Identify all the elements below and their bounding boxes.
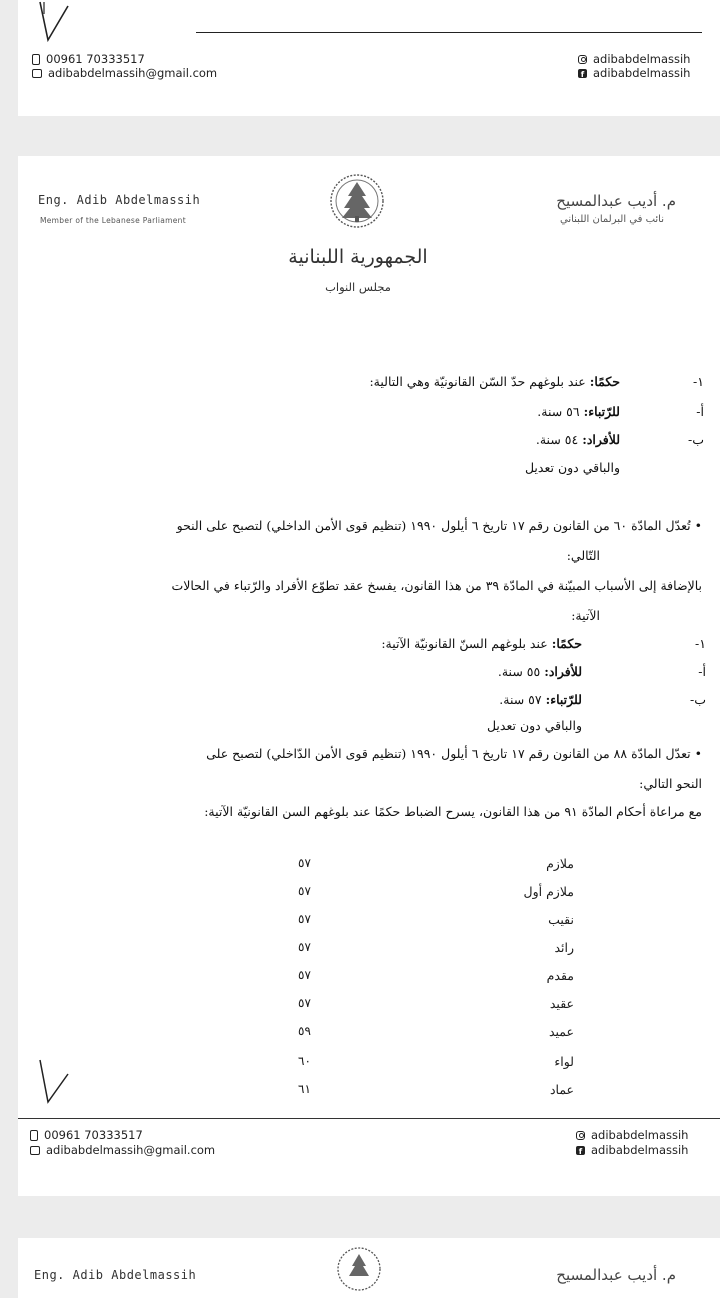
divider-line — [196, 32, 702, 33]
rank-name: عميد — [548, 1024, 574, 1039]
item-text: ٥٤ سنة. — [535, 432, 579, 447]
phone-text: 00961 70333517 — [46, 52, 145, 66]
table-row — [18, 912, 720, 934]
letterhead-name-ar: م. أديب عبدالمسيح — [556, 192, 676, 210]
item-text: ٥٧ سنة. — [499, 692, 542, 707]
letterhead-title-en: Member of the Lebanese Parliament — [40, 216, 186, 225]
lebanon-emblem-icon — [336, 1246, 382, 1292]
contact-phone — [32, 52, 145, 66]
amend88-line3: مع مراعاة أحكام المادّة ٩١ من هذا القانون، يسرح الضباط حكمًا عند بلوغهم السن القانونيّة الآتية: — [204, 804, 702, 819]
rank-age: ٥٧ — [298, 912, 311, 926]
facebook-text: adibabdelmassih — [593, 66, 691, 80]
rank-age: ٥٧ — [298, 968, 311, 982]
section1-rest: والباقي دون تعديل — [524, 460, 620, 475]
item-number: ١- — [693, 374, 704, 389]
mail-icon — [32, 69, 42, 78]
contact-phone — [30, 1128, 143, 1142]
section1-item1 — [369, 374, 620, 389]
item-text: عند بلوغهم حدّ السّن القانونيّة وهي التالية: — [369, 374, 586, 389]
table-row — [18, 884, 720, 906]
item-letter: ب- — [690, 692, 706, 707]
letterhead-name-en: Eng. Adib Abdelmassih — [34, 1268, 197, 1282]
table-row — [18, 940, 720, 962]
facebook-icon: f — [578, 69, 587, 78]
handwritten-checkmark — [36, 1052, 72, 1108]
rank-age: ٦٠ — [298, 1054, 311, 1068]
rank-age: ٥٧ — [298, 996, 311, 1010]
previous-page-footer — [18, 0, 720, 116]
item-letter: ب- — [688, 432, 704, 447]
contact-facebook — [576, 1143, 688, 1157]
amend88-line1: • تعدّل المادّة ٨٨ من القانون رقم ١٧ تاريخ ٦ أيلول ١٩٩٠ (تنظيم قوى الأمن الدّاخلي) لتصبح على — [206, 746, 702, 761]
table-row — [18, 1082, 720, 1104]
table-row — [18, 968, 720, 990]
section1-item-b — [536, 432, 620, 447]
item-label: للأفراد: — [544, 664, 582, 679]
phone-icon — [32, 54, 40, 65]
item-number: ١- — [695, 636, 706, 651]
contact-instagram — [576, 1128, 688, 1142]
amend60-line2: التّالي: — [566, 548, 600, 563]
handwritten-checkmark — [34, 0, 74, 44]
item-text: عند بلوغهم السنّ القانونيّة الآتية: — [381, 636, 548, 651]
phone-text: 00961 70333517 — [44, 1128, 143, 1142]
contact-facebook — [578, 66, 690, 80]
rank-age: ٦١ — [298, 1082, 311, 1096]
item-label: للرّتباء: — [545, 692, 582, 707]
section1-item-a — [537, 404, 620, 419]
rank-name: ملازم أول — [523, 884, 574, 899]
contact-email — [30, 1143, 215, 1157]
rank-age: ٥٧ — [298, 940, 311, 954]
document-page — [18, 156, 720, 1196]
item-letter: أ- — [698, 664, 706, 679]
item-label: للرّتباء: — [583, 404, 620, 419]
table-row — [18, 856, 720, 878]
rank-age: ٥٧ — [298, 884, 311, 898]
email-text: adibabdelmassih@gmail.com — [48, 66, 218, 80]
instagram-text: adibabdelmassih — [591, 1128, 689, 1142]
next-page-header — [18, 1238, 720, 1298]
item-label: حكمًا: — [551, 636, 582, 651]
amend60-rest: والباقي دون تعديل — [486, 718, 582, 733]
instagram-icon — [578, 55, 587, 64]
table-row — [18, 1024, 720, 1046]
item-label: للأفراد: — [582, 432, 620, 447]
rank-name: نقيب — [548, 912, 574, 927]
item-label: حكمًا: — [589, 374, 620, 389]
amend60-line3: بالإضافة إلى الأسباب المبيّنة في المادّة ٣٩ من هذا القانون، يفسخ عقد تطوّع الأفراد والرّتباء في الحالات — [171, 578, 702, 593]
rank-name: عماد — [549, 1082, 574, 1097]
lebanon-emblem-icon — [328, 172, 386, 230]
contact-email — [32, 66, 217, 80]
facebook-icon: f — [576, 1146, 585, 1155]
rank-name: رائد — [554, 940, 574, 955]
letterhead-name-ar: م. أديب عبدالمسيح — [556, 1266, 676, 1284]
amend60-item1 — [381, 636, 582, 651]
instagram-text: adibabdelmassih — [593, 52, 691, 66]
rank-name: ملازم — [546, 856, 574, 871]
table-row — [18, 996, 720, 1018]
rank-name: مقدم — [546, 968, 574, 983]
table-row — [18, 1054, 720, 1076]
amend60-item-a — [498, 664, 582, 679]
council-title: مجلس النواب — [325, 280, 391, 294]
instagram-icon — [576, 1131, 585, 1140]
footer-divider — [18, 1118, 720, 1119]
mail-icon — [30, 1146, 40, 1155]
rank-age: ٥٩ — [298, 1024, 311, 1038]
rank-name: لواء — [554, 1054, 574, 1069]
amend60-line4: الآتية: — [571, 608, 600, 623]
item-letter: أ- — [696, 404, 704, 419]
republic-title: الجمهورية اللبنانية — [288, 246, 428, 268]
amend60-item-b — [499, 692, 582, 707]
rank-name: عقيد — [549, 996, 574, 1011]
item-text: ٥٦ سنة. — [537, 404, 580, 419]
email-text: adibabdelmassih@gmail.com — [46, 1143, 216, 1157]
contact-instagram — [578, 52, 690, 66]
item-text: ٥٥ سنة. — [497, 664, 541, 679]
letterhead-name-en: Eng. Adib Abdelmassih — [38, 193, 201, 207]
amend88-line2: النحو التالي: — [639, 776, 702, 791]
phone-icon — [30, 1130, 38, 1141]
facebook-text: adibabdelmassih — [591, 1143, 689, 1157]
letterhead-title-ar: نائب في البرلمان اللبناني — [560, 214, 664, 225]
rank-age: ٥٧ — [298, 856, 311, 870]
amend60-line1: • تُعدّل المادّة ٦٠ من القانون رقم ١٧ تاريخ ٦ أيلول ١٩٩٠ (تنظيم قوى الأمن الداخلي) لتصبح على النحو — [176, 518, 702, 533]
